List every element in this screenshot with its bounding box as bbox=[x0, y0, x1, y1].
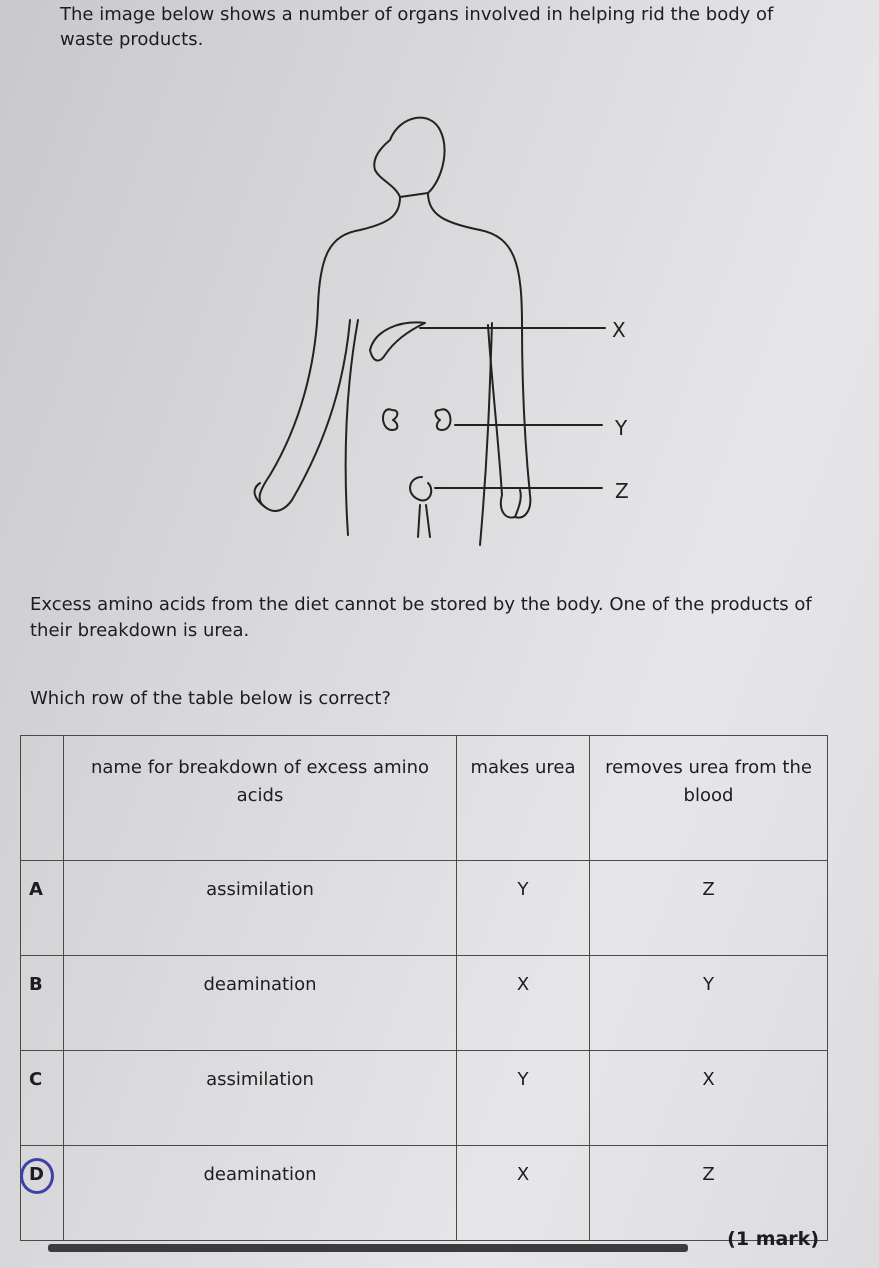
selected-letter-wrap bbox=[29, 1164, 44, 1185]
row-removes: X bbox=[590, 1051, 828, 1146]
header-breakdown-name: name for breakdown of excess amino acids bbox=[64, 736, 457, 861]
header-empty bbox=[21, 736, 64, 861]
table-header-row bbox=[21, 736, 828, 861]
right-hand bbox=[501, 490, 521, 518]
body-outline-svg bbox=[230, 105, 650, 555]
head-outline bbox=[374, 118, 444, 197]
liver-organ bbox=[370, 322, 425, 360]
row-makes: X bbox=[457, 1146, 590, 1241]
row-letter: C bbox=[21, 1051, 64, 1146]
row-removes: Y bbox=[590, 956, 828, 1051]
row-removes: Z bbox=[590, 1146, 828, 1241]
header-makes-urea: makes urea bbox=[457, 736, 590, 861]
torso-right bbox=[480, 323, 492, 545]
left-kidney bbox=[383, 409, 397, 430]
table-row-selected[interactable] bbox=[21, 1146, 828, 1241]
row-makes: X bbox=[457, 956, 590, 1051]
table-row[interactable] bbox=[21, 956, 828, 1051]
mark-value: (1 mark) bbox=[727, 1228, 819, 1250]
torso-left bbox=[346, 320, 358, 535]
body-organs-diagram bbox=[230, 105, 650, 555]
row-name: assimilation bbox=[64, 1051, 457, 1146]
label-x: X bbox=[612, 318, 626, 342]
row-makes: Y bbox=[457, 861, 590, 956]
bladder-organ bbox=[410, 477, 431, 500]
table-row[interactable] bbox=[21, 1051, 828, 1146]
label-y: Y bbox=[615, 416, 628, 440]
question-text: Which row of the table below is correct? bbox=[30, 688, 391, 709]
left-inner-arm bbox=[292, 320, 350, 500]
left-arm-outline bbox=[260, 197, 400, 507]
row-name: assimilation bbox=[64, 861, 457, 956]
right-arm-outline bbox=[428, 193, 530, 518]
row-removes: Z bbox=[590, 861, 828, 956]
selection-circle-icon bbox=[20, 1158, 54, 1194]
row-letter: B bbox=[21, 956, 64, 1051]
context-paragraph: Excess amino acids from the diet cannot be stored by the body. One of the products of their breakdown is urea. bbox=[30, 594, 812, 641]
row-name: deamination bbox=[64, 956, 457, 1051]
right-kidney bbox=[435, 409, 450, 430]
urethra bbox=[418, 505, 430, 537]
answer-table bbox=[20, 735, 828, 1241]
row-letter: A bbox=[21, 861, 64, 956]
bottom-rule bbox=[48, 1244, 688, 1252]
label-z: Z bbox=[615, 479, 629, 503]
row-name: deamination bbox=[64, 1146, 457, 1241]
selected-letter: D bbox=[29, 1164, 44, 1185]
header-removes-urea: removes urea from the blood bbox=[590, 736, 828, 861]
row-makes: Y bbox=[457, 1051, 590, 1146]
table-row[interactable] bbox=[21, 861, 828, 956]
row-letter-selected bbox=[21, 1146, 64, 1241]
intro-text: The image below shows a number of organs involved in helping rid the body of waste products. bbox=[60, 4, 774, 50]
